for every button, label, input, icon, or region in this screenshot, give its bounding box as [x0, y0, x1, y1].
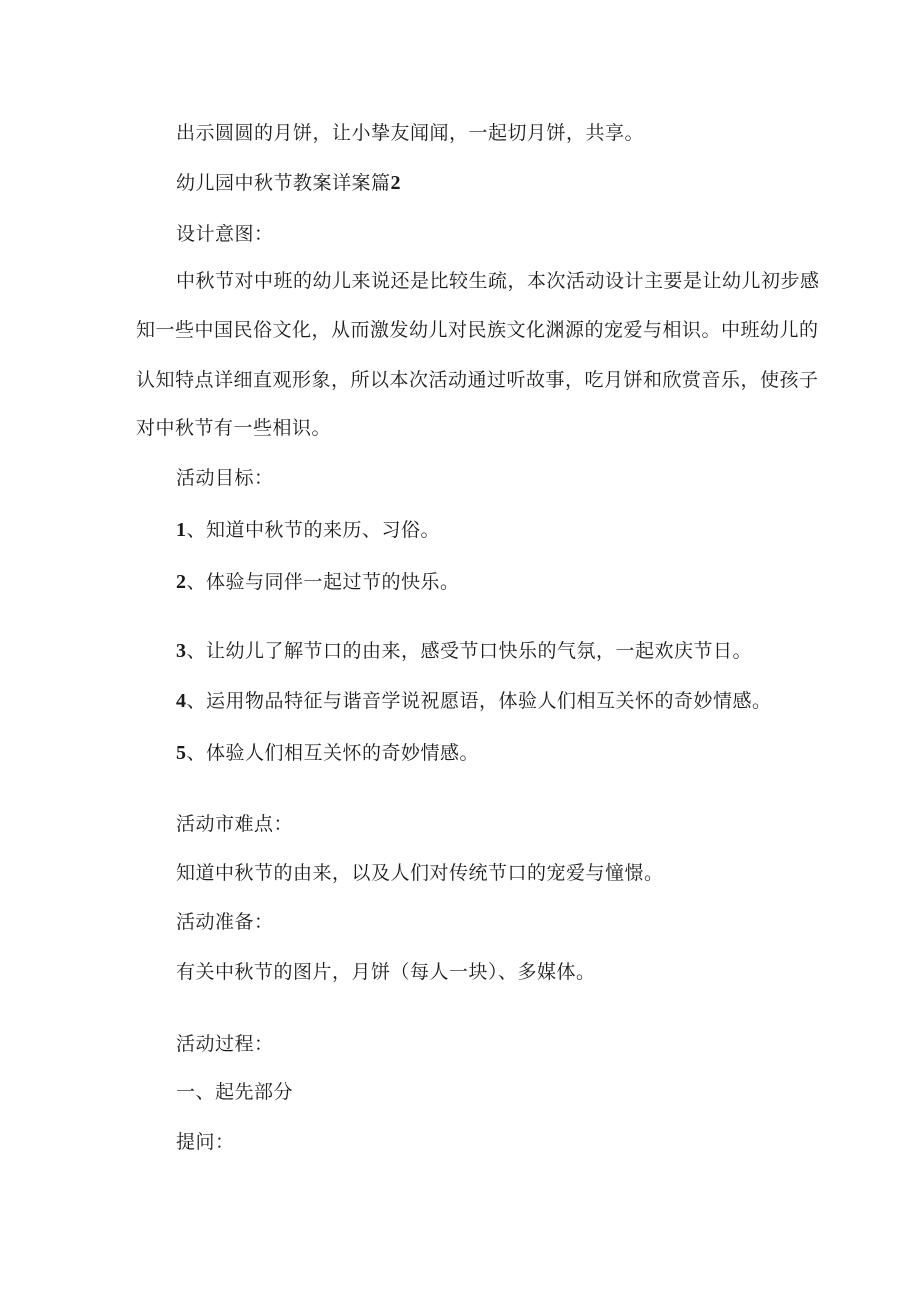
question-label: 提问：: [176, 1131, 235, 1153]
difficulty-label: 活动市难点：: [176, 813, 294, 835]
goal-item: [176, 639, 752, 663]
goal-item: [176, 518, 440, 542]
lesson-heading-text: 幼儿园中秋节教案详案篇: [176, 172, 391, 194]
goal-number: 5: [176, 742, 187, 764]
design-intent-line: 认知特点详细直观形象，所以本次活动通过听故事，吃月饼和欣赏音乐，使孩子: [136, 369, 819, 391]
paragraph-mooncake-share: 出示圆圆的月饼，让小挚友闻闻，一起切月饼，共享。: [176, 122, 645, 144]
goal-text: 、知道中秋节的来历、习俗。: [186, 519, 441, 541]
section-one-heading: 一、起先部分: [176, 1081, 294, 1103]
goal-text: 、让幼儿了解节口的由来，感受节口快乐的气氛，一起欢庆节日。: [186, 640, 753, 662]
goal-number: 2: [176, 571, 187, 593]
prep-text: 有关中秋节的图片，月饼（每人一块）、多媒体。: [176, 961, 596, 983]
goal-text: 、体验人们相互关怀的奇妙情感。: [186, 742, 480, 764]
lesson-heading-number: 2: [390, 172, 402, 194]
goal-text: 、体验与同伴一起过节的快乐。: [186, 571, 460, 593]
difficulty-text: 知道中秋节的由来，以及人们对传统节口的宠爱与憧憬。: [176, 862, 664, 884]
goal-number: 4: [176, 690, 187, 712]
design-intent-line: 对中秋节有一些相识。: [136, 417, 332, 439]
goal-number: 1: [176, 519, 187, 541]
goal-text: 、运用物品特征与谐音学说祝愿语，体验人们相互关怀的奇妙情感。: [186, 690, 772, 712]
goal-item: [176, 689, 772, 713]
design-intent-line: 中秋节对中班的幼儿来说还是比较生疏，本次活动设计主要是让幼儿初步感: [176, 270, 820, 292]
goals-label: 活动目标：: [176, 467, 274, 489]
design-intent-line: 知一些中国民俗文化，从而激发幼儿对民族文化渊源的宠爱与相识。中班幼儿的: [136, 319, 819, 341]
lesson-heading: [176, 171, 401, 195]
goal-number: 3: [176, 640, 187, 662]
goal-item: [176, 570, 460, 594]
prep-label: 活动准备：: [176, 911, 274, 933]
goal-item: [176, 741, 479, 765]
design-intent-label: 设计意图：: [176, 223, 274, 245]
process-label: 活动过程：: [176, 1033, 274, 1055]
